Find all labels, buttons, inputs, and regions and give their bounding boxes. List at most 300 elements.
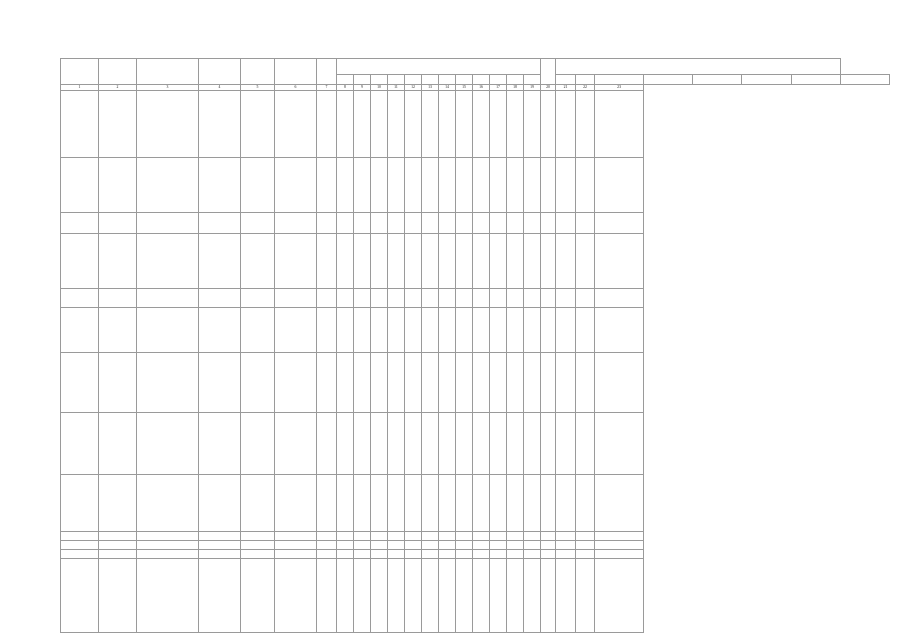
table-cell	[490, 288, 507, 307]
table-cell	[99, 90, 137, 157]
table-cell	[241, 540, 275, 549]
table-cell	[422, 212, 439, 233]
table-cell	[371, 352, 388, 412]
table-cell	[541, 549, 556, 558]
table-cell	[199, 90, 241, 157]
table-cell	[199, 212, 241, 233]
table-cell	[199, 549, 241, 558]
table-cell	[456, 288, 473, 307]
table-cell	[422, 233, 439, 288]
table-cell	[317, 307, 337, 352]
header-subcell	[507, 75, 524, 85]
column-number: 23	[595, 85, 644, 91]
table-cell	[354, 307, 371, 352]
header-subcell	[576, 75, 595, 85]
table-cell	[456, 549, 473, 558]
table-cell	[422, 288, 439, 307]
table-cell	[556, 540, 576, 549]
table-cell	[524, 474, 541, 531]
table-cell	[490, 307, 507, 352]
header-subcell	[405, 75, 422, 85]
table-cell	[576, 549, 595, 558]
table-cell	[595, 233, 644, 288]
table-cell	[354, 531, 371, 540]
table-cell	[371, 558, 388, 632]
table-cell	[507, 157, 524, 212]
table-cell	[576, 288, 595, 307]
table-cell	[595, 549, 644, 558]
table-cell	[595, 288, 644, 307]
table-cell	[422, 540, 439, 549]
header-subcell	[791, 75, 840, 85]
table-cell	[99, 157, 137, 212]
column-number: 21	[556, 85, 576, 91]
table-cell	[490, 549, 507, 558]
table-cell	[337, 549, 354, 558]
table-cell	[137, 233, 199, 288]
table-cell	[99, 352, 137, 412]
table-cell	[317, 474, 337, 531]
table-cell	[576, 412, 595, 474]
table-cell	[337, 531, 354, 540]
table-cell	[199, 540, 241, 549]
table-row	[61, 233, 890, 288]
header-subcell	[524, 75, 541, 85]
table-cell	[556, 474, 576, 531]
table-cell	[241, 549, 275, 558]
table-cell	[241, 90, 275, 157]
table-cell	[199, 474, 241, 531]
column-number: 18	[507, 85, 524, 91]
table-cell	[556, 157, 576, 212]
header-subcell	[644, 75, 693, 85]
table-cell	[490, 352, 507, 412]
table-cell	[61, 352, 99, 412]
table-cell	[371, 307, 388, 352]
table-cell	[354, 233, 371, 288]
table-row	[61, 549, 890, 558]
table-cell	[524, 233, 541, 288]
table-cell	[354, 90, 371, 157]
header-subcell	[693, 75, 742, 85]
table-cell	[317, 233, 337, 288]
table-cell	[405, 474, 422, 531]
table-cell	[388, 352, 405, 412]
table-cell	[241, 531, 275, 540]
table-cell	[371, 549, 388, 558]
table-cell	[405, 212, 422, 233]
table-cell	[371, 540, 388, 549]
table-cell	[556, 212, 576, 233]
table-cell	[439, 233, 456, 288]
table-cell	[199, 412, 241, 474]
table-cell	[371, 474, 388, 531]
table-cell	[507, 233, 524, 288]
table-cell	[556, 307, 576, 352]
table-cell	[337, 352, 354, 412]
table-cell	[556, 412, 576, 474]
table-cell	[317, 90, 337, 157]
table-cell	[337, 233, 354, 288]
table-cell	[337, 157, 354, 212]
table-cell	[541, 540, 556, 549]
table-cell	[456, 531, 473, 540]
table-cell	[473, 288, 490, 307]
table-cell	[422, 352, 439, 412]
table-cell	[337, 307, 354, 352]
table-cell	[275, 90, 317, 157]
table-row	[61, 558, 890, 632]
table-cell	[541, 212, 556, 233]
table-cell	[337, 288, 354, 307]
table-cell	[199, 531, 241, 540]
table-cell	[99, 288, 137, 307]
header-subcell	[439, 75, 456, 85]
table-cell	[388, 90, 405, 157]
table-cell	[490, 233, 507, 288]
table-cell	[241, 558, 275, 632]
table-cell	[473, 412, 490, 474]
table-cell	[576, 90, 595, 157]
header-subcell	[742, 75, 791, 85]
column-number: 10	[371, 85, 388, 91]
table-cell	[524, 157, 541, 212]
table-cell	[199, 307, 241, 352]
table-row	[61, 352, 890, 412]
table-cell	[556, 558, 576, 632]
table-cell	[137, 558, 199, 632]
table-cell	[317, 157, 337, 212]
table-cell	[388, 307, 405, 352]
header-subcell	[371, 75, 388, 85]
table-cell	[439, 307, 456, 352]
table-cell	[490, 531, 507, 540]
table-cell	[405, 549, 422, 558]
table-cell	[337, 90, 354, 157]
table-cell	[241, 288, 275, 307]
table-cell	[199, 352, 241, 412]
table-cell	[541, 558, 556, 632]
table-cell	[137, 412, 199, 474]
table-cell	[524, 90, 541, 157]
table-cell	[490, 412, 507, 474]
table-cell	[99, 412, 137, 474]
column-number: 3	[137, 85, 199, 91]
table-cell	[490, 90, 507, 157]
header-cell	[199, 59, 241, 85]
table-cell	[99, 531, 137, 540]
column-number: 20	[541, 85, 556, 91]
table-row	[61, 531, 890, 540]
table-cell	[405, 288, 422, 307]
table-cell	[422, 549, 439, 558]
table-cell	[388, 157, 405, 212]
table-cell	[473, 307, 490, 352]
table-cell	[595, 157, 644, 212]
column-number: 1	[61, 85, 99, 91]
table-cell	[439, 549, 456, 558]
table-cell	[61, 531, 99, 540]
table-cell	[556, 288, 576, 307]
table-cell	[199, 233, 241, 288]
table-cell	[317, 549, 337, 558]
header-cell	[317, 59, 337, 85]
table-cell	[490, 558, 507, 632]
table-cell	[388, 540, 405, 549]
table-cell	[422, 531, 439, 540]
table-cell	[354, 157, 371, 212]
table-cell	[556, 531, 576, 540]
table-cell	[317, 288, 337, 307]
table-cell	[473, 474, 490, 531]
table-cell	[541, 233, 556, 288]
table-cell	[473, 212, 490, 233]
table-cell	[524, 352, 541, 412]
table-cell	[439, 558, 456, 632]
table-cell	[317, 412, 337, 474]
table-cell	[388, 531, 405, 540]
table-cell	[576, 540, 595, 549]
table-cell	[422, 90, 439, 157]
table-cell	[456, 558, 473, 632]
header-cell	[61, 59, 99, 85]
table-cell	[576, 212, 595, 233]
table-cell	[422, 558, 439, 632]
table-cell	[507, 212, 524, 233]
table-cell	[99, 212, 137, 233]
table-cell	[99, 549, 137, 558]
column-number: 15	[456, 85, 473, 91]
table-cell	[371, 531, 388, 540]
table-cell	[507, 549, 524, 558]
table-row	[61, 412, 890, 474]
table-cell	[507, 288, 524, 307]
table-cell	[456, 233, 473, 288]
table-cell	[354, 412, 371, 474]
table-cell	[439, 288, 456, 307]
table-cell	[388, 558, 405, 632]
table-cell	[241, 307, 275, 352]
table-cell	[595, 531, 644, 540]
header-subcell	[473, 75, 490, 85]
column-number: 2	[99, 85, 137, 91]
column-number: 4	[199, 85, 241, 91]
table-cell	[456, 307, 473, 352]
table-cell	[275, 352, 317, 412]
table-cell	[388, 233, 405, 288]
table-cell	[275, 531, 317, 540]
table-cell	[241, 212, 275, 233]
table-cell	[275, 288, 317, 307]
table-cell	[576, 531, 595, 540]
table-cell	[439, 540, 456, 549]
table-cell	[137, 90, 199, 157]
table-cell	[490, 540, 507, 549]
header-cell	[99, 59, 137, 85]
table-row	[61, 90, 890, 157]
table-cell	[405, 558, 422, 632]
table-cell	[199, 558, 241, 632]
table-cell	[405, 157, 422, 212]
table-cell	[456, 540, 473, 549]
table-cell	[371, 288, 388, 307]
table-cell	[490, 157, 507, 212]
table-cell	[337, 212, 354, 233]
column-number: 7	[317, 85, 337, 91]
table-cell	[337, 558, 354, 632]
column-number: 8	[337, 85, 354, 91]
table-cell	[371, 212, 388, 233]
table-cell	[541, 307, 556, 352]
table-cell	[275, 307, 317, 352]
table-cell	[456, 412, 473, 474]
table-cell	[507, 531, 524, 540]
table-cell	[473, 540, 490, 549]
table-row	[61, 307, 890, 352]
table-cell	[541, 352, 556, 412]
table-row	[61, 212, 890, 233]
table-row	[61, 474, 890, 531]
table-cell	[388, 212, 405, 233]
table-row	[61, 288, 890, 307]
table-cell	[405, 352, 422, 412]
column-number: 17	[490, 85, 507, 91]
table-cell	[199, 157, 241, 212]
table-cell	[371, 90, 388, 157]
header-cell	[541, 59, 556, 85]
table-cell	[137, 352, 199, 412]
table-cell	[61, 307, 99, 352]
table-cell	[337, 474, 354, 531]
table-cell	[388, 288, 405, 307]
table-cell	[137, 540, 199, 549]
table-cell	[354, 474, 371, 531]
table-cell	[61, 288, 99, 307]
table-cell	[61, 558, 99, 632]
table-cell	[524, 531, 541, 540]
header-subcell	[456, 75, 473, 85]
table-cell	[541, 288, 556, 307]
table-cell	[137, 157, 199, 212]
column-number: 9	[354, 85, 371, 91]
table-cell	[473, 157, 490, 212]
table-cell	[317, 352, 337, 412]
table-cell	[61, 540, 99, 549]
table-cell	[61, 233, 99, 288]
column-number: 14	[439, 85, 456, 91]
table-cell	[61, 412, 99, 474]
table-cell	[439, 352, 456, 412]
table-cell	[241, 474, 275, 531]
table-cell	[275, 412, 317, 474]
column-number: 11	[388, 85, 405, 91]
table-cell	[388, 412, 405, 474]
table-cell	[595, 90, 644, 157]
table-cell	[439, 531, 456, 540]
table-cell	[524, 558, 541, 632]
table-cell	[275, 558, 317, 632]
table-cell	[556, 90, 576, 157]
table-cell	[317, 540, 337, 549]
table-cell	[422, 412, 439, 474]
header-subcell	[354, 75, 371, 85]
table-cell	[524, 288, 541, 307]
table-cell	[439, 212, 456, 233]
column-number: 5	[241, 85, 275, 91]
table-cell	[275, 474, 317, 531]
table-cell	[576, 233, 595, 288]
table-cell	[337, 412, 354, 474]
column-number: 6	[275, 85, 317, 91]
program-table	[60, 58, 890, 633]
table-cell	[473, 233, 490, 288]
table-cell	[199, 288, 241, 307]
header-subcell	[422, 75, 439, 85]
table-cell	[576, 307, 595, 352]
table-cell	[439, 412, 456, 474]
table-cell	[595, 412, 644, 474]
table-cell	[137, 288, 199, 307]
table-cell	[241, 233, 275, 288]
table-cell	[241, 157, 275, 212]
table-cell	[456, 157, 473, 212]
table-cell	[405, 412, 422, 474]
table-cell	[405, 531, 422, 540]
table-cell	[61, 212, 99, 233]
table-cell	[541, 90, 556, 157]
table-cell	[439, 157, 456, 212]
table-cell	[275, 212, 317, 233]
table-cell	[275, 233, 317, 288]
table-cell	[354, 288, 371, 307]
table-cell	[99, 307, 137, 352]
table-cell	[473, 352, 490, 412]
table-cell	[241, 352, 275, 412]
header-cell	[556, 59, 841, 75]
table-cell	[507, 412, 524, 474]
table-cell	[354, 540, 371, 549]
header-cell	[275, 59, 317, 85]
column-number: 12	[405, 85, 422, 91]
table-row	[61, 157, 890, 212]
table-cell	[507, 90, 524, 157]
table-cell	[354, 558, 371, 632]
table-cell	[405, 540, 422, 549]
header-subcell	[388, 75, 405, 85]
table-cell	[337, 540, 354, 549]
table-cell	[473, 90, 490, 157]
header-subcell	[337, 75, 354, 85]
table-cell	[137, 549, 199, 558]
table-cell	[137, 531, 199, 540]
table-cell	[354, 352, 371, 412]
column-number: 13	[422, 85, 439, 91]
table-cell	[275, 157, 317, 212]
table-cell	[595, 540, 644, 549]
table-cell	[524, 212, 541, 233]
table-cell	[371, 233, 388, 288]
table-cell	[595, 558, 644, 632]
table-cell	[275, 549, 317, 558]
table-cell	[490, 212, 507, 233]
table-cell	[354, 212, 371, 233]
table-cell	[595, 352, 644, 412]
header-cell	[337, 59, 541, 75]
table-cell	[456, 474, 473, 531]
column-number: 22	[576, 85, 595, 91]
header-subcell	[556, 75, 576, 85]
table-cell	[541, 412, 556, 474]
